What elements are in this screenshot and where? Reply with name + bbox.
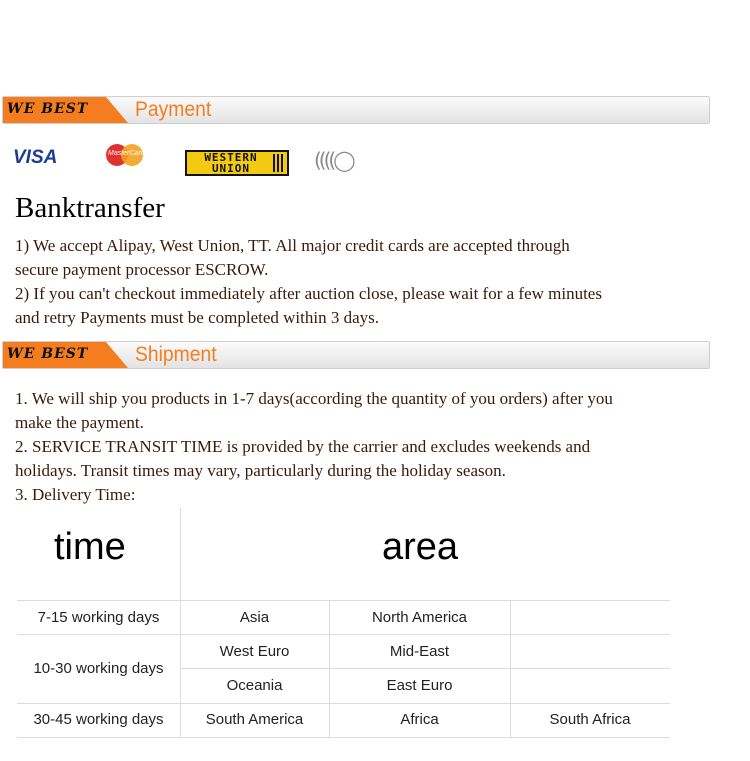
western-union-logo [185,150,289,176]
section-title: Shipment [135,343,217,366]
payment-banner [2,96,710,124]
shipment-line: 3. Delivery Time: [15,485,136,504]
section-title: Payment [135,98,212,121]
area-cell: East Euro [386,677,453,694]
wu-line2: UNION [211,162,251,175]
brand-label: WE BEST [7,346,89,362]
time-cell: 30-45 working days [33,711,164,728]
mastercard-logo [106,144,144,166]
payment-line: secure payment processor ESCROW. [15,260,269,279]
shipment-line: make the payment. [15,413,144,432]
time-header: time [54,526,126,568]
mastercard-label: MasterCard [108,150,145,157]
area-header: area [382,526,459,568]
area-cell: North America [371,609,468,626]
area-cell: Africa [400,711,439,728]
time-cell: 10-30 working days [33,660,164,677]
visa-logo: VISA [13,147,58,168]
area-cell: South America [205,711,304,728]
payment-line: 2) If you can't checkout immediately after auction close, please wait for a few minutes [15,284,602,303]
brand-label: WE BEST [7,101,89,117]
wu-line1: WESTERN [204,151,258,164]
shipment-banner [2,341,710,369]
shipment-line: 2. SERVICE TRANSIT TIME is provided by the carrier and excludes weekends and [15,437,591,456]
area-cell: Asia [239,609,270,626]
area-cell: Oceania [226,677,283,694]
shipment-line: 1. We will ship you products in 1-7 days(according the quantity of you orders) after you [15,389,613,408]
banktransfer-heading: Banktransfer [15,192,165,224]
payment-line: 1) We accept Alipay, West Union, TT. All major credit cards are accepted through [15,236,570,255]
area-cell: South Africa [549,711,631,728]
area-cell: Mid-East [389,643,450,660]
payment-line: and retry Payments must be completed within 3 days. [15,308,380,327]
contactless-icon: ((((◯ [314,148,353,172]
shipment-line: holidays. Transit times may vary, particularly during the holiday season. [15,461,506,480]
area-cell: West Euro [219,643,290,660]
time-cell: 7-15 working days [37,609,160,626]
